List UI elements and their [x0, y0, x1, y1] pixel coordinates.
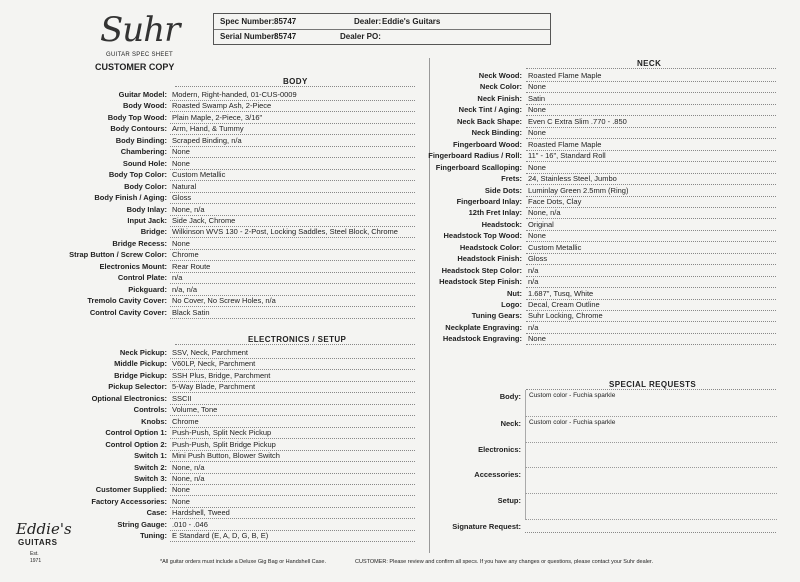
- spec-label: Body Color:: [124, 181, 167, 191]
- spec-value: SSH Plus, Bridge, Parchment: [172, 370, 271, 380]
- spec-label: Logo:: [501, 300, 522, 309]
- stamp-line3: Est.: [30, 551, 39, 557]
- stamp-line2: GUITARS: [18, 538, 58, 547]
- spec-value: None: [528, 162, 546, 172]
- header-row-spec: [214, 14, 550, 29]
- spec-label: Control Cavity Cover:: [89, 307, 167, 317]
- spec-label: Headstock Top Wood:: [443, 231, 522, 241]
- spec-label: Side Dots:: [484, 185, 522, 195]
- stamp-line4: 1971: [30, 558, 42, 564]
- spec-label: Guitar Model:: [118, 90, 167, 99]
- spec-label: Control Option 1:: [105, 428, 167, 438]
- spec-value: None: [528, 231, 546, 241]
- spec-label: Fingerboard Inlay:: [456, 196, 522, 206]
- spec-label: Electronics Mount:: [99, 261, 167, 271]
- header-box: [213, 13, 551, 45]
- spec-label: Control Option 2:: [105, 439, 167, 449]
- spec-value: Volume, Tone: [172, 405, 218, 415]
- spec-label: Frets:: [501, 174, 522, 184]
- special-request-field[interactable]: [525, 417, 777, 443]
- spec-value: E Standard (E, A, D, G, B, E): [172, 531, 269, 541]
- spec-label: Neck Tint / Aging:: [458, 105, 522, 115]
- spec-label: Tuning:: [140, 531, 167, 541]
- special-request-label: Signature Request:: [452, 522, 521, 531]
- spec-value: Chrome: [172, 416, 199, 426]
- spec-label: Controls:: [133, 405, 167, 415]
- spec-label: Body Finish / Aging:: [94, 193, 167, 203]
- spec-value: Mini Push Button, Blower Switch: [172, 451, 280, 461]
- spec-underline: [170, 541, 415, 542]
- spec-label: Headstock:: [481, 219, 522, 229]
- spec-label: 12th Fret Inlay:: [468, 208, 522, 218]
- spec-value: SSV, Neck, Parchment: [172, 348, 249, 357]
- spec-label: Headstock Finish:: [457, 254, 522, 264]
- header-row-serial: [214, 29, 550, 45]
- spec-value: Decal, Cream Outline: [528, 300, 600, 309]
- spec-label: Neckplate Engraving:: [445, 322, 522, 332]
- spec-value: None, n/a: [172, 462, 205, 472]
- spec-value: Roasted Flame Maple: [528, 139, 602, 149]
- spec-value: None, n/a: [172, 473, 205, 483]
- spec-label: Bridge Recess:: [112, 238, 167, 248]
- spec-value: SSCII: [172, 393, 192, 403]
- spec-label: Strap Button / Screw Color:: [69, 250, 167, 260]
- spec-value: Push-Push, Split Bridge Pickup: [172, 439, 276, 449]
- spec-underline: [526, 344, 776, 345]
- spec-label: String Gauge:: [117, 519, 167, 529]
- spec-label: Pickguard:: [128, 284, 167, 294]
- signature-line[interactable]: [525, 532, 776, 533]
- special-request-value: Custom color - Fuchia sparkle: [529, 419, 616, 426]
- spec-label: Fingerboard Radius / Roll:: [428, 151, 522, 161]
- spec-value: 5-Way Blade, Parchment: [172, 382, 256, 392]
- spec-value: None: [172, 238, 190, 248]
- special-request-label: Setup:: [497, 496, 521, 505]
- spec-value: Even C Extra Slim .770 - .850: [528, 116, 627, 126]
- spec-value: Arm, Hand, & Tummy: [172, 124, 244, 134]
- spec-value: No Cover, No Screw Holes, n/a: [172, 296, 276, 306]
- dealer-value: Eddie's Guitars: [382, 17, 441, 26]
- dealer-label: Dealer:: [354, 17, 382, 26]
- special-request-label: Electronics:: [478, 445, 521, 454]
- spec-value: Custom Metallic: [172, 170, 226, 180]
- spec-label: Neck Pickup:: [119, 348, 167, 357]
- spec-label: Switch 2:: [134, 462, 167, 472]
- special-request-label: Neck:: [500, 419, 521, 428]
- spec-label: Neck Binding:: [471, 128, 522, 138]
- copy-label: CUSTOMER COPY: [95, 62, 175, 72]
- special-request-label: Accessories:: [474, 470, 521, 479]
- spec-value: None: [172, 496, 190, 506]
- special-request-field[interactable]: [525, 494, 777, 520]
- dealer-po-label: Dealer PO:: [340, 32, 381, 41]
- spec-value: 24, Stainless Steel, Jumbo: [528, 174, 617, 184]
- footer-note-right: CUSTOMER: Please review and confirm all specs. If you have any changes or questions, please contact your Suhr dealer.: [355, 559, 653, 565]
- spec-value: Roasted Flame Maple: [528, 71, 602, 80]
- special-request-value: Custom color - Fuchia sparkle: [529, 392, 616, 399]
- spec-label: Knobs:: [141, 416, 167, 426]
- spec-label: Optional Electronics:: [91, 393, 167, 403]
- electronics-section-title: ELECTRONICS / SETUP: [248, 335, 347, 344]
- spec-value: None: [528, 105, 546, 115]
- spec-label: Case:: [146, 508, 167, 518]
- special-request-field[interactable]: [525, 443, 777, 468]
- spec-label: Headstock Engraving:: [442, 334, 522, 344]
- spec-label: Neck Finish:: [477, 93, 522, 103]
- spec-number-value: 85747: [274, 17, 297, 26]
- spec-value: Face Dots, Clay: [528, 196, 582, 206]
- spec-value: Wilkinson WVS 130 - 2-Post, Locking Saddles, Steel Block, Chrome: [172, 227, 398, 237]
- spec-label: Fingerboard Scalloping:: [435, 162, 522, 172]
- logo-subtitle: GUITAR SPEC SHEET: [106, 52, 173, 58]
- spec-value: Luminlay Green 2.5mm (Ring): [528, 185, 629, 195]
- spec-value: Custom Metallic: [528, 242, 582, 252]
- spec-label: Factory Accessories:: [91, 496, 167, 506]
- spec-label: Switch 3:: [134, 473, 167, 483]
- spec-value: None: [528, 82, 546, 92]
- spec-label: Headstock Step Color:: [441, 265, 522, 275]
- spec-value: Hardshell, Tweed: [172, 508, 230, 518]
- spec-value: None, n/a: [528, 208, 561, 218]
- spec-value: Roasted Swamp Ash, 2-Piece: [172, 101, 272, 111]
- spec-label: Chambering:: [120, 147, 167, 157]
- spec-value: None: [172, 147, 190, 157]
- spec-value: Modern, Right-handed, 01-CUS-0009: [172, 90, 297, 99]
- stamp-line1: Eddie's: [16, 520, 72, 538]
- spec-label: Bridge:: [140, 227, 167, 237]
- spec-value: Gloss: [528, 254, 548, 264]
- spec-value: None: [528, 128, 546, 138]
- spec-value: Rear Route: [172, 261, 211, 271]
- spec-value: Natural: [172, 181, 197, 191]
- spec-value: Gloss: [172, 193, 192, 203]
- spec-value: Satin: [528, 93, 546, 103]
- spec-label: Body Inlay:: [126, 204, 167, 214]
- spec-number-label: Spec Number:: [220, 17, 275, 26]
- column-divider: [429, 58, 430, 553]
- spec-value: None: [528, 334, 546, 344]
- spec-value: None: [172, 158, 190, 168]
- neck-title-rule: [526, 68, 776, 69]
- serial-number-value: 85747: [274, 32, 297, 41]
- spec-label: Tuning Gears:: [471, 311, 522, 321]
- spec-value: None: [172, 485, 190, 495]
- spec-value: 11" - 16", Standard Roll: [528, 151, 606, 161]
- electronics-title-rule: [175, 344, 415, 345]
- spec-value: V60LP, Neck, Parchment: [172, 359, 256, 369]
- spec-label: Fingerboard Wood:: [452, 139, 522, 149]
- special-request-label: Body:: [499, 392, 521, 401]
- spec-label: Tremolo Cavity Cover:: [87, 296, 167, 306]
- spec-value: Chrome: [172, 250, 199, 260]
- spec-label: Body Contours:: [110, 124, 167, 134]
- spec-label: Bridge Pickup:: [114, 370, 167, 380]
- spec-value: n/a: [528, 277, 539, 287]
- spec-value: n/a: [528, 322, 539, 332]
- spec-value: Side Jack, Chrome: [172, 215, 236, 225]
- spec-value: n/a, n/a: [172, 284, 198, 294]
- spec-label: Body Binding:: [115, 135, 167, 145]
- special-request-field[interactable]: [525, 390, 777, 417]
- spec-label: Headstock Color:: [459, 242, 522, 252]
- footer-note-left: *All guitar orders must include a Deluxe Gig Bag or Handshell Case.: [160, 559, 326, 565]
- spec-value: Original: [528, 219, 554, 229]
- body-section-title: BODY: [283, 77, 308, 86]
- spec-value: Push-Push, Split Neck Pickup: [172, 428, 272, 438]
- body-title-rule: [175, 86, 415, 87]
- spec-value: n/a: [172, 273, 183, 283]
- spec-label: Neck Wood:: [478, 71, 522, 80]
- spec-label: Input Jack:: [127, 215, 167, 225]
- special-request-field[interactable]: [525, 468, 777, 494]
- spec-label: Body Wood:: [122, 101, 167, 111]
- spec-label: Control Plate:: [117, 273, 167, 283]
- suhr-logo: Suhr: [100, 10, 180, 50]
- spec-label: Customer Supplied:: [95, 485, 167, 495]
- spec-label: Switch 1:: [134, 451, 167, 461]
- spec-value: Black Satin: [172, 307, 210, 317]
- spec-label: Nut:: [507, 288, 522, 298]
- special-requests-title: SPECIAL REQUESTS: [609, 380, 697, 389]
- spec-underline: [170, 318, 415, 319]
- neck-section-title: NECK: [637, 59, 662, 68]
- spec-label: Headstock Step Finish:: [439, 277, 522, 287]
- spec-value: 1.687", Tusq, White: [528, 288, 594, 298]
- spec-label: Neck Color:: [479, 82, 522, 92]
- spec-value: .010 - .046: [172, 519, 208, 529]
- spec-label: Middle Pickup:: [114, 359, 167, 369]
- spec-value: Suhr Locking, Chrome: [528, 311, 603, 321]
- spec-value: n/a: [528, 265, 539, 275]
- spec-label: Neck Back Shape:: [456, 116, 522, 126]
- spec-value: Scraped Binding, n/a: [172, 135, 242, 145]
- spec-value: Plain Maple, 2-Piece, 3/16": [172, 112, 263, 122]
- spec-label: Body Top Wood:: [107, 112, 167, 122]
- spec-label: Sound Hole:: [122, 158, 167, 168]
- dealer-stamp: [14, 520, 72, 576]
- spec-label: Body Top Color:: [108, 170, 167, 180]
- serial-number-label: Serial Number:: [220, 32, 277, 41]
- spec-value: None, n/a: [172, 204, 205, 214]
- spec-label: Pickup Selector:: [108, 382, 167, 392]
